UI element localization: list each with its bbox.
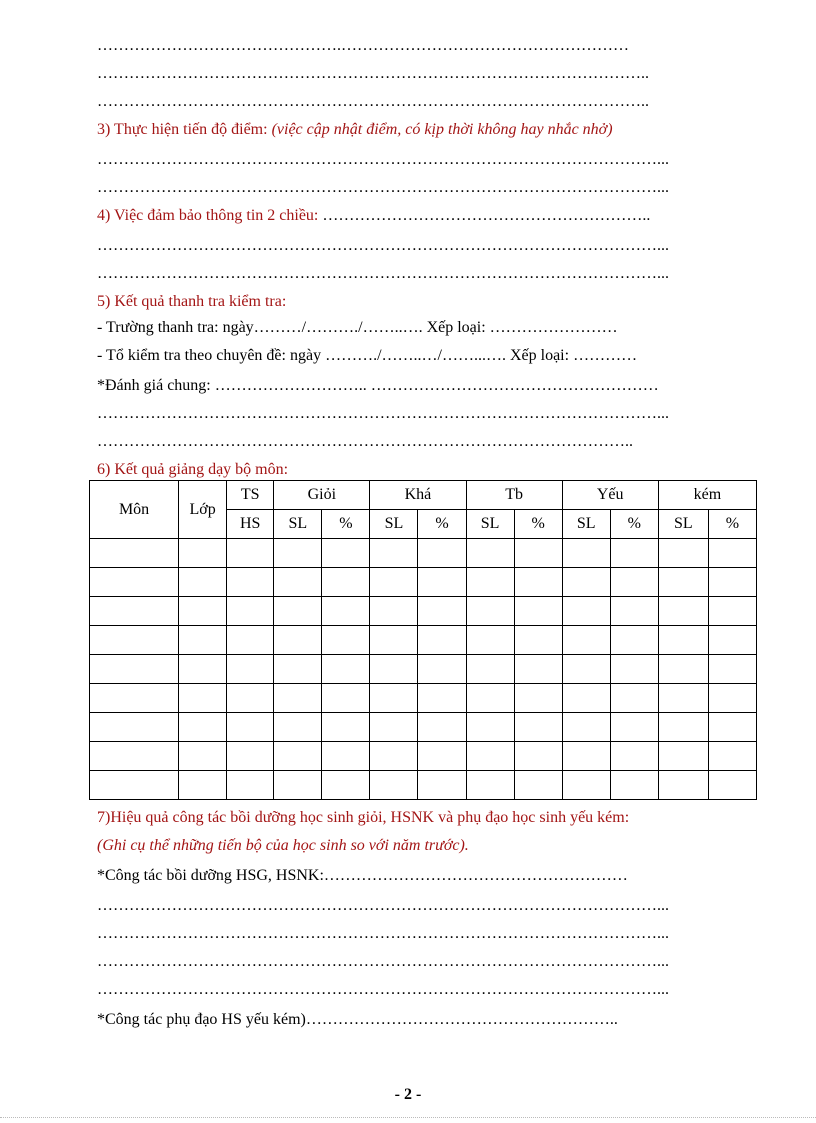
table-cell	[179, 684, 227, 713]
header-ts: TS	[227, 481, 274, 510]
section-4-title: 4) Việc đảm bảo thông tin 2 chiều:	[97, 207, 323, 224]
table-cell	[466, 655, 514, 684]
table-cell	[418, 539, 466, 568]
table-cell	[227, 684, 274, 713]
header-kem: kém	[658, 481, 756, 510]
table-cell	[514, 626, 562, 655]
table-cell	[658, 626, 708, 655]
inspection-school-line: - Trường thanh tra: ngày………/………./……..…. Xếp loại: ……………………	[97, 319, 618, 336]
table-cell	[708, 539, 756, 568]
header-pct: %	[418, 510, 466, 539]
footer-divider	[0, 1117, 816, 1118]
table-cell	[179, 597, 227, 626]
header-pct: %	[322, 510, 370, 539]
header-yeu: Yếu	[562, 481, 658, 510]
table-row	[90, 771, 757, 800]
table-cell	[562, 771, 610, 800]
table-cell	[90, 684, 179, 713]
table-cell	[322, 713, 370, 742]
dotted-line: ………………………………………………………………………………………..	[97, 433, 633, 450]
table-cell	[227, 626, 274, 655]
table-cell	[90, 655, 179, 684]
table-cell	[562, 684, 610, 713]
section-3-title: 3) Thực hiện tiến độ điểm:	[97, 121, 272, 138]
header-gioi: Giỏi	[274, 481, 370, 510]
table-cell	[418, 742, 466, 771]
table-cell	[610, 713, 658, 742]
table-cell	[90, 742, 179, 771]
table-cell	[179, 568, 227, 597]
table-cell	[708, 597, 756, 626]
weak-students-line: *Công tác phụ đạo HS yếu kém)…………………………………………………..	[97, 1011, 618, 1028]
dotted-line: ……………………………………………………………………………………………...	[97, 265, 669, 282]
table-cell	[514, 655, 562, 684]
table-cell	[322, 742, 370, 771]
table-row	[90, 597, 757, 626]
dotted-line: ……………………………………………………………………………………………...	[97, 925, 669, 942]
table-cell	[466, 597, 514, 626]
table-row	[90, 742, 757, 771]
table-cell	[274, 771, 322, 800]
dotted-fill: ……………………………………………………..	[322, 207, 651, 224]
header-pct: %	[610, 510, 658, 539]
table-cell	[418, 568, 466, 597]
table-cell	[514, 539, 562, 568]
table-row	[90, 626, 757, 655]
table-cell	[708, 626, 756, 655]
table-cell	[322, 539, 370, 568]
table-cell	[179, 655, 227, 684]
dotted-line: ……………………………………………………………………………………………...	[97, 981, 669, 998]
table-cell	[274, 568, 322, 597]
header-pct: %	[514, 510, 562, 539]
page-number: - 2 -	[394, 1086, 422, 1103]
table-cell	[658, 655, 708, 684]
table-cell	[610, 655, 658, 684]
table-row	[90, 539, 757, 568]
table-cell	[514, 684, 562, 713]
table-cell	[658, 742, 708, 771]
table-cell	[562, 742, 610, 771]
table-cell	[610, 568, 658, 597]
dotted-line: …………………………………………………………………………………………..	[97, 65, 649, 82]
table-cell	[227, 539, 274, 568]
section-3-note: (việc cập nhật điểm, có kịp thời không hay nhắc nhở)	[271, 121, 613, 138]
section-4-heading	[97, 206, 747, 226]
table-cell	[370, 655, 418, 684]
table-cell	[418, 655, 466, 684]
header-tb: Tb	[466, 481, 562, 510]
dotted-line: ……………………………………………………………………………………………...	[97, 405, 669, 422]
table-cell	[418, 597, 466, 626]
table-cell	[322, 626, 370, 655]
header-sl: SL	[562, 510, 610, 539]
table-cell	[179, 771, 227, 800]
table-cell	[418, 771, 466, 800]
table-cell	[610, 771, 658, 800]
table-cell	[514, 713, 562, 742]
table-cell	[90, 626, 179, 655]
table-row	[90, 713, 757, 742]
table-cell	[90, 771, 179, 800]
table-cell	[274, 655, 322, 684]
table-cell	[658, 771, 708, 800]
dotted-line: ……………………………………………………………………………………………...	[97, 237, 669, 254]
header-sl: SL	[370, 510, 418, 539]
table-cell	[370, 568, 418, 597]
gifted-training-line: *Công tác bồi dưỡng HSG, HSNK:…………………………………………………	[97, 867, 628, 884]
header-lop: Lớp	[179, 481, 227, 539]
table-cell	[370, 597, 418, 626]
table-cell	[466, 539, 514, 568]
table-cell	[90, 597, 179, 626]
table-cell	[514, 742, 562, 771]
section-5-heading: 5) Kết quả thanh tra kiểm tra:	[97, 293, 287, 310]
section-7-heading: 7)Hiệu quả công tác bồi dưỡng học sinh giỏi, HSNK và phụ đạo học sinh yếu kém:	[97, 809, 630, 826]
section-6-heading: 6) Kết quả giảng dạy bộ môn:	[97, 461, 289, 478]
table-cell	[610, 539, 658, 568]
dotted-line: ……………………………………….………………………………………………	[97, 37, 629, 54]
section-3-heading	[97, 120, 747, 140]
table-cell	[610, 597, 658, 626]
dotted-line: ……………………………………………………………………………………………...	[97, 953, 669, 970]
table-cell	[90, 568, 179, 597]
teaching-results-table	[89, 480, 757, 800]
table-row	[90, 568, 757, 597]
table-cell	[274, 626, 322, 655]
header-sl: SL	[274, 510, 322, 539]
table-cell	[708, 742, 756, 771]
header-sl: SL	[466, 510, 514, 539]
header-kha: Khá	[370, 481, 466, 510]
table-cell	[562, 568, 610, 597]
table-cell	[90, 713, 179, 742]
table-cell	[227, 771, 274, 800]
dotted-line: ……………………………………………………………………………………………...	[97, 897, 669, 914]
table-cell	[227, 597, 274, 626]
table-cell	[562, 626, 610, 655]
table-cell	[466, 771, 514, 800]
table-cell	[179, 626, 227, 655]
table-cell	[562, 539, 610, 568]
table-cell	[274, 539, 322, 568]
dotted-line: ……………………………………………………………………………………………...	[97, 179, 669, 196]
table-cell	[610, 684, 658, 713]
header-hs: HS	[227, 510, 274, 539]
table-cell	[466, 713, 514, 742]
table-cell	[274, 597, 322, 626]
table-cell	[658, 713, 708, 742]
table-cell	[227, 655, 274, 684]
table-cell	[370, 539, 418, 568]
dotted-line: ……………………………………………………………………………………………...	[97, 151, 669, 168]
table-cell	[227, 568, 274, 597]
header-mon: Môn	[90, 481, 179, 539]
table-cell	[322, 568, 370, 597]
table-cell	[658, 597, 708, 626]
table-cell	[179, 713, 227, 742]
table-cell	[274, 684, 322, 713]
table-cell	[708, 713, 756, 742]
header-sl: SL	[658, 510, 708, 539]
table-cell	[562, 655, 610, 684]
table-cell	[370, 626, 418, 655]
table-cell	[514, 568, 562, 597]
table-cell	[514, 771, 562, 800]
table-row	[90, 684, 757, 713]
table-cell	[514, 597, 562, 626]
table-cell	[708, 568, 756, 597]
table-cell	[370, 771, 418, 800]
general-assessment-line: *Đánh giá chung: ……………………….. ………………………………………………	[97, 377, 659, 394]
table-cell	[658, 568, 708, 597]
section-7-note: (Ghi cụ thể những tiến bộ của học sinh so với năm trước).	[97, 837, 469, 854]
table-cell	[370, 713, 418, 742]
inspection-group-line: - Tổ kiểm tra theo chuyên đề: ngày ………./……..…/……...…. Xếp loại: …………	[97, 347, 638, 364]
table-cell	[227, 742, 274, 771]
table-cell	[370, 684, 418, 713]
table-row	[90, 655, 757, 684]
table-cell	[322, 771, 370, 800]
table-cell	[418, 684, 466, 713]
table-cell	[322, 684, 370, 713]
table-cell	[466, 626, 514, 655]
table-cell	[562, 597, 610, 626]
table-cell	[658, 684, 708, 713]
table-cell	[562, 713, 610, 742]
table-cell	[274, 742, 322, 771]
table-cell	[179, 742, 227, 771]
table-cell	[418, 713, 466, 742]
table-cell	[274, 713, 322, 742]
table-cell	[658, 539, 708, 568]
table-cell	[466, 742, 514, 771]
table-cell	[610, 626, 658, 655]
table-cell	[90, 539, 179, 568]
table-cell	[466, 568, 514, 597]
dotted-line: …………………………………………………………………………………………..	[97, 93, 649, 110]
table-cell	[322, 597, 370, 626]
table-cell	[466, 684, 514, 713]
table-cell	[610, 742, 658, 771]
table-body	[90, 539, 757, 800]
table-cell	[370, 742, 418, 771]
header-pct: %	[708, 510, 756, 539]
table-cell	[708, 655, 756, 684]
table-cell	[179, 539, 227, 568]
table-cell	[418, 626, 466, 655]
table-cell	[227, 713, 274, 742]
table-cell	[708, 771, 756, 800]
table-cell	[322, 655, 370, 684]
table-cell	[708, 684, 756, 713]
